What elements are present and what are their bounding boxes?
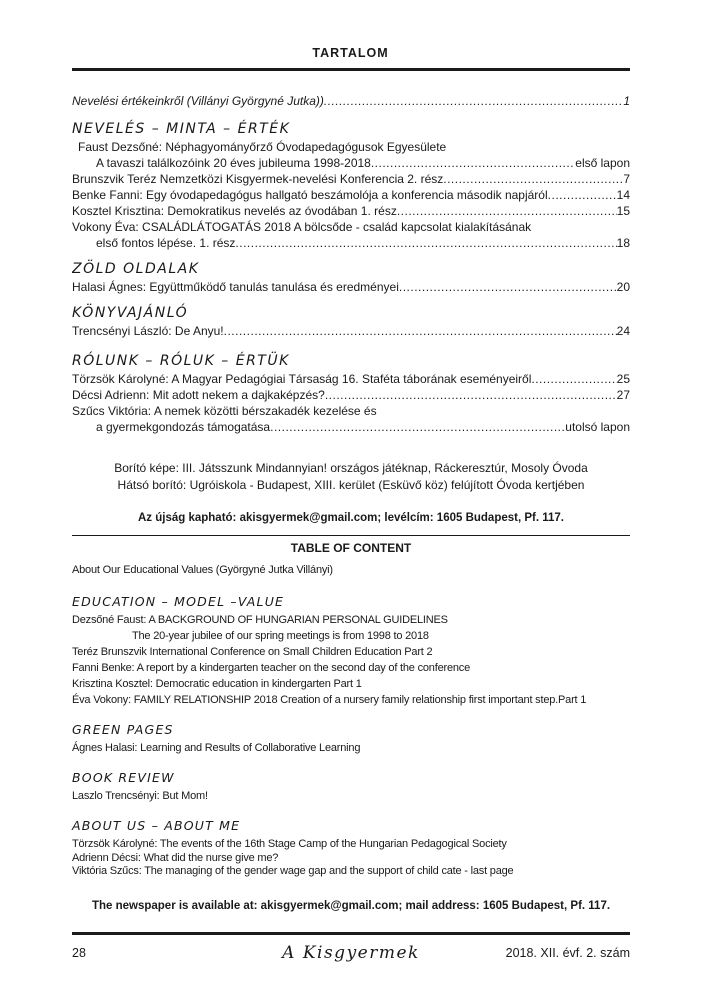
toc-entry[interactable]: [72, 388, 630, 404]
toc-entry-page: 15: [616, 204, 630, 218]
toc-entry-text: Törzsök Károlyné: The events of the 16th Stage Camp of the Hungarian Pedagogical Society: [72, 838, 507, 850]
toc-entry-page: 1: [623, 94, 630, 108]
back-cover-caption: Hátsó borító: Ugróiskola - Budapest, XIII. kerület (Esküvő köz) felújított Óvoda kertjében: [117, 478, 585, 492]
leader-dots: [399, 280, 617, 294]
section-heading: EDUCATION – MODEL –VALUE: [72, 594, 285, 609]
toc-entry[interactable]: [72, 372, 630, 388]
footer-rule: [72, 932, 630, 935]
toc-entry-text: Fanni Benke: A report by a kindergarten teacher on the second day of the conference: [72, 662, 471, 674]
en-toc: [72, 562, 630, 878]
cover-credits: [72, 460, 630, 494]
toc-entry-text: Laszlo Trencsényi: But Mom!: [72, 790, 208, 802]
toc-entry[interactable]: [72, 280, 630, 296]
hu-toc: [72, 94, 630, 436]
toc-entry-text: Ágnes Halasi: Learning and Results of Collaborative Learning: [72, 742, 361, 754]
leader-dots: [371, 156, 575, 170]
toc-entry-page: 7: [623, 172, 630, 186]
leader-dots: [531, 372, 616, 386]
section-heading: BOOK REVIEW: [72, 770, 175, 785]
toc-entry-text: Adrienn Décsi: What did the nurse give me?: [72, 852, 279, 864]
leader-dots: [224, 324, 617, 338]
toc-entry-text: About Our Educational Values (Györgyné Jutka Villányi): [72, 564, 333, 576]
section-divider: [72, 535, 630, 536]
toc-entry[interactable]: [72, 94, 630, 110]
toc-entry-text: a gyermekgondozás támogatása: [96, 420, 271, 434]
leader-dots: [397, 204, 617, 218]
toc-entry-text: Krisztina Kosztel: Democratic education in kindergarten Part 1: [72, 678, 362, 690]
availability-note: Az újság kapható: akisgyermek@gmail.com; levélcím: 1605 Budapest, Pf. 117.: [137, 512, 565, 524]
toc-entry-text: Viktória Szűcs: The managing of the gender wage gap and the support of child cate - last page: [72, 865, 514, 877]
toc-entry-text: Törzsök Károlyné: A Magyar Pedagógiai Társaság 16. Staféta táborának eseményeiről: [72, 372, 532, 386]
toc-entry-text: Décsi Adrienn: Mit adott nekem a dajkaképzés?: [72, 388, 325, 402]
page-title: TARTALOM: [312, 46, 389, 60]
toc-entry[interactable]: [72, 420, 630, 436]
toc-entry-page: 24: [616, 324, 630, 338]
issue-info: 2018. XII. évf. 2. szám: [505, 946, 630, 960]
en-availability-note: The newspaper is available at: akisgyermek@gmail.com; mail address: 1605 Budapest, Pf. 117.: [91, 900, 611, 912]
toc-entry-page: első lapon: [575, 156, 630, 170]
leader-dots: [325, 388, 617, 402]
toc-entry-text: Trencsényi László: De Anyu!: [72, 324, 224, 338]
section-heading: RÓLUNK – RÓLUK – ÉRTÜK: [72, 353, 290, 369]
section-heading: ZÖLD OLDALAK: [72, 261, 200, 277]
leader-dots: [270, 420, 565, 434]
toc-entry-text: The 20-year jubilee of our spring meetings is from 1998 to 2018: [132, 630, 429, 642]
toc-entry[interactable]: [72, 156, 630, 172]
toc-entry-text: Teréz Brunszvik International Conference on Small Children Education Part 2: [72, 646, 433, 658]
toc-entry[interactable]: [72, 188, 630, 204]
toc-entry-text: Nevelési értékeinkről (Villányi Györgyné Jutka)): [72, 94, 324, 108]
toc-entry-page: 25: [616, 372, 630, 386]
toc-entry-text: Faust Dezsőné: Néphagyományőrző Óvodapedagógusok Egyesülete: [78, 140, 447, 154]
page-number: 28: [72, 946, 86, 960]
toc-entry[interactable]: [72, 204, 630, 220]
en-toc-title: TABLE OF CONTENT: [290, 541, 412, 555]
toc-entry-text: Szűcs Viktória: A nemek közötti bérszakadék kezelése és: [72, 404, 377, 418]
leader-dots: [324, 94, 623, 108]
toc-entry-page: utolsó lapon: [565, 420, 630, 434]
toc-entry-text: Éva Vokony: FAMILY RELATIONSHIP 2018 Creation of a nursery family relationship first important step.Part 1: [72, 694, 587, 706]
journal-name: A Kisgyermek: [282, 943, 420, 963]
toc-entry-text: első fontos lépése. 1. rész: [96, 236, 236, 250]
toc-entry[interactable]: [72, 236, 630, 252]
toc-entry-page: 14: [616, 188, 630, 202]
toc-entry[interactable]: [72, 324, 630, 340]
toc-entry[interactable]: [72, 172, 630, 188]
section-heading: NEVELÉS – MINTA – ÉRTÉK: [72, 121, 291, 137]
toc-entry-text: A tavaszi találkozóink 20 éves jubileuma 1998-2018: [96, 156, 371, 170]
leader-dots: [548, 188, 617, 202]
section-heading: GREEN PAGES: [72, 722, 174, 737]
toc-entry-page: 27: [616, 388, 630, 402]
header-rule: [72, 68, 630, 71]
front-cover-caption: Borító képe: III. Játsszunk Mindannyian! országos játéknap, Ráckeresztúr, Mosoly Óvoda: [114, 461, 588, 475]
toc-entry-page: 20: [616, 280, 630, 294]
toc-entry-text: Kosztel Krisztina: Demokratikus nevelés az óvodában 1. rész: [72, 204, 397, 218]
toc-entry-text: Benke Fanni: Egy óvodapedagógus hallgató beszámolója a konferencia második napjáról: [72, 188, 548, 202]
leader-dots: [235, 236, 616, 250]
toc-entry-text: Halasi Ágnes: Együttműködő tanulás tanulása és eredményei: [72, 280, 399, 294]
toc-entry-page: 18: [616, 236, 630, 250]
section-heading: KÖNYVAJÁNLÓ: [72, 305, 189, 321]
toc-entry-text: Brunszvik Teréz Nemzetközi Kisgyermek-nevelési Konferencia 2. rész: [72, 172, 444, 186]
leader-dots: [443, 172, 623, 186]
section-heading: ABOUT US – ABOUT ME: [72, 818, 241, 833]
toc-entry-text: Dezsőné Faust: A BACKGROUND OF HUNGARIAN PERSONAL GUIDELINES: [72, 614, 448, 626]
toc-entry-text: Vokony Éva: CSALÁDLÁTOGATÁS 2018 A bölcsőde - család kapcsolat kialakításának: [72, 220, 532, 234]
